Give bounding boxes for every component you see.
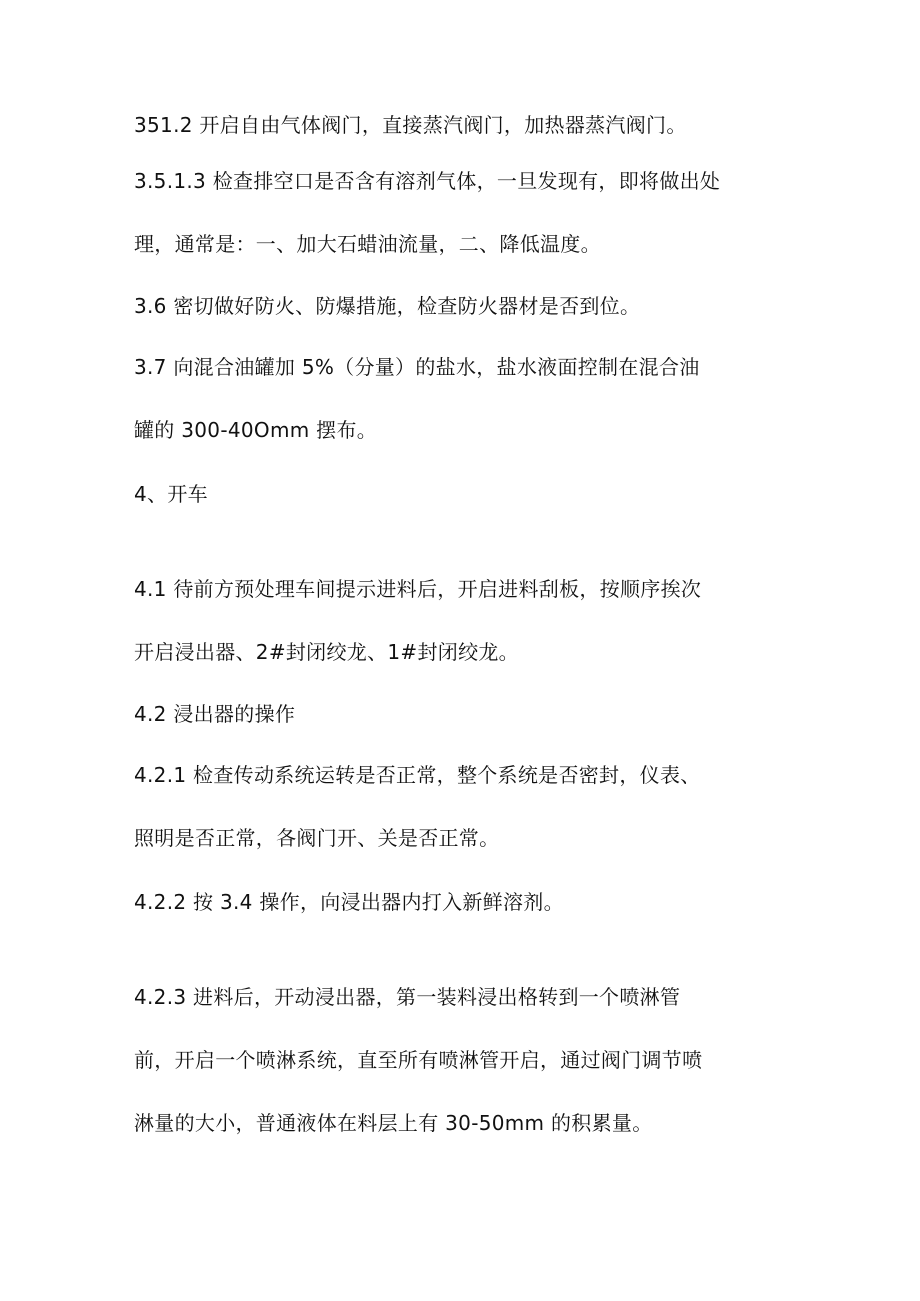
text-line: 开启浸出器、2#封闭绞龙、1#封闭绞龙。 [134, 640, 519, 664]
section-heading: 4、开车 [134, 482, 208, 506]
text-line: 4.2.1 检查传动系统运转是否正常，整个系统是否密封，仪表、 [134, 763, 701, 787]
text-line: 照明是否正常，各阀门开、关是否正常。 [134, 826, 500, 850]
text-line: 351.2 开启自由气体阀门，直接蒸汽阀门，加热器蒸汽阀门。 [134, 113, 687, 137]
text-line: 3.5.1.3 检查排空口是否含有溶剂气体，一旦发现有，即将做出处 [134, 169, 721, 193]
text-line: 3.6 密切做好防火、防爆措施，检查防火器材是否到位。 [134, 294, 641, 318]
text-line: 淋量的大小，普通液体在料层上有 30-50mm 的积累量。 [134, 1111, 653, 1135]
text-line: 罐的 300-40Omm 摆布。 [134, 418, 378, 442]
subsection-heading: 4.2 浸出器的操作 [134, 702, 296, 726]
text-line: 3.7 向混合油罐加 5%（分量）的盐水，盐水液面控制在混合油 [134, 355, 700, 379]
text-line: 理，通常是：一、加大石蜡油流量，二、降低温度。 [134, 232, 601, 256]
text-line: 4.2.2 按 3.4 操作，向浸出器内打入新鲜溶剂。 [134, 890, 564, 914]
text-line: 前，开启一个喷淋系统，直至所有喷淋管开启，通过阀门调节喷 [134, 1048, 703, 1072]
text-line: 4.1 待前方预处理车间提示进料后，开启进料刮板，按顺序挨次 [134, 577, 702, 601]
text-line: 4.2.3 进料后，开动浸出器，第一装料浸出格转到一个喷淋管 [134, 985, 681, 1009]
